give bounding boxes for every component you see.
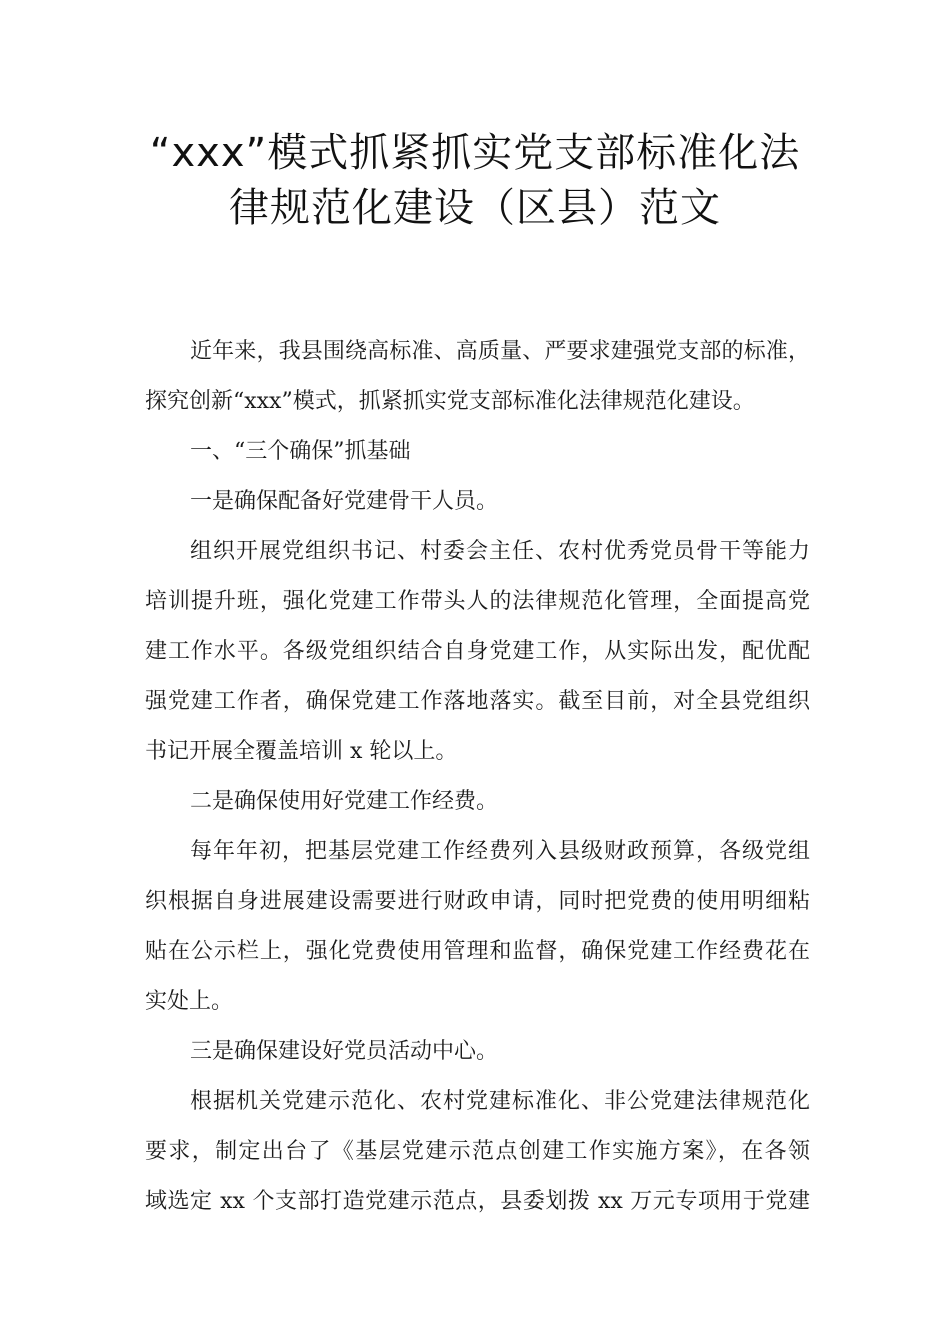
subheading-2	[145, 777, 810, 827]
paragraph-line: 培训提升班，强化党建工作带头人的法律规范化管理，全面提高党	[145, 589, 810, 614]
paragraph-line: 每年年初，把基层党建工作经费列入县级财政预算，各级党组	[190, 839, 810, 864]
subheading-1	[145, 477, 810, 527]
paragraph-line: 要求，制定出台了《基层党建示范点创建工作实施方案》，在各领	[145, 1139, 810, 1164]
paragraph-line: 探究创新“xxx”模式，抓紧抓实党支部标准化法律规范化建设。	[145, 389, 755, 414]
paragraph-line: 建工作水平。各级党组织结合自身党建工作，从实际出发，配优配	[145, 639, 810, 664]
document-title-line-2: 律规范化建设（区县）范文	[229, 185, 721, 231]
paragraph-activity-center	[145, 1077, 810, 1227]
subheading: 三是确保建设好党员活动中心。	[190, 1039, 499, 1064]
paragraph-intro	[145, 327, 810, 427]
paragraph-line: 组织开展党组织书记、村委会主任、农村优秀党员骨干等能力	[190, 539, 810, 564]
paragraph-line: 强党建工作者，确保党建工作落地落实。截至目前，对全县党组织	[145, 689, 810, 714]
subheading: 一是确保配备好党建骨干人员。	[190, 489, 499, 514]
section-heading-1	[145, 427, 810, 477]
paragraph-line: 近年来，我县围绕高标准、高质量、严要求建强党支部的标准，	[190, 339, 810, 364]
paragraph-training	[145, 527, 810, 777]
subheading: 二是确保使用好党建工作经费。	[190, 789, 499, 814]
section-heading: 一、“三个确保”抓基础	[190, 439, 411, 464]
document-title-line-1: “xxx”模式抓紧抓实党支部标准化法	[149, 130, 801, 176]
paragraph-line: 贴在公示栏上，强化党费使用管理和监督，确保党建工作经费花在	[145, 939, 810, 964]
paragraph-line: 书记开展全覆盖培训 x 轮以上。	[145, 739, 458, 764]
paragraph-funding	[145, 827, 810, 1027]
subheading-3	[145, 1027, 810, 1077]
paragraph-line: 织根据自身进展建设需要进行财政申请，同时把党费的使用明细粘	[145, 889, 810, 914]
paragraph-line: 根据机关党建示范化、农村党建标准化、非公党建法律规范化	[190, 1089, 810, 1114]
document-body	[145, 327, 810, 1227]
paragraph-line: 实处上。	[145, 989, 234, 1014]
paragraph-line: 域选定 xx 个支部打造党建示范点，县委划拨 xx 万元专项用于党建	[145, 1189, 810, 1214]
